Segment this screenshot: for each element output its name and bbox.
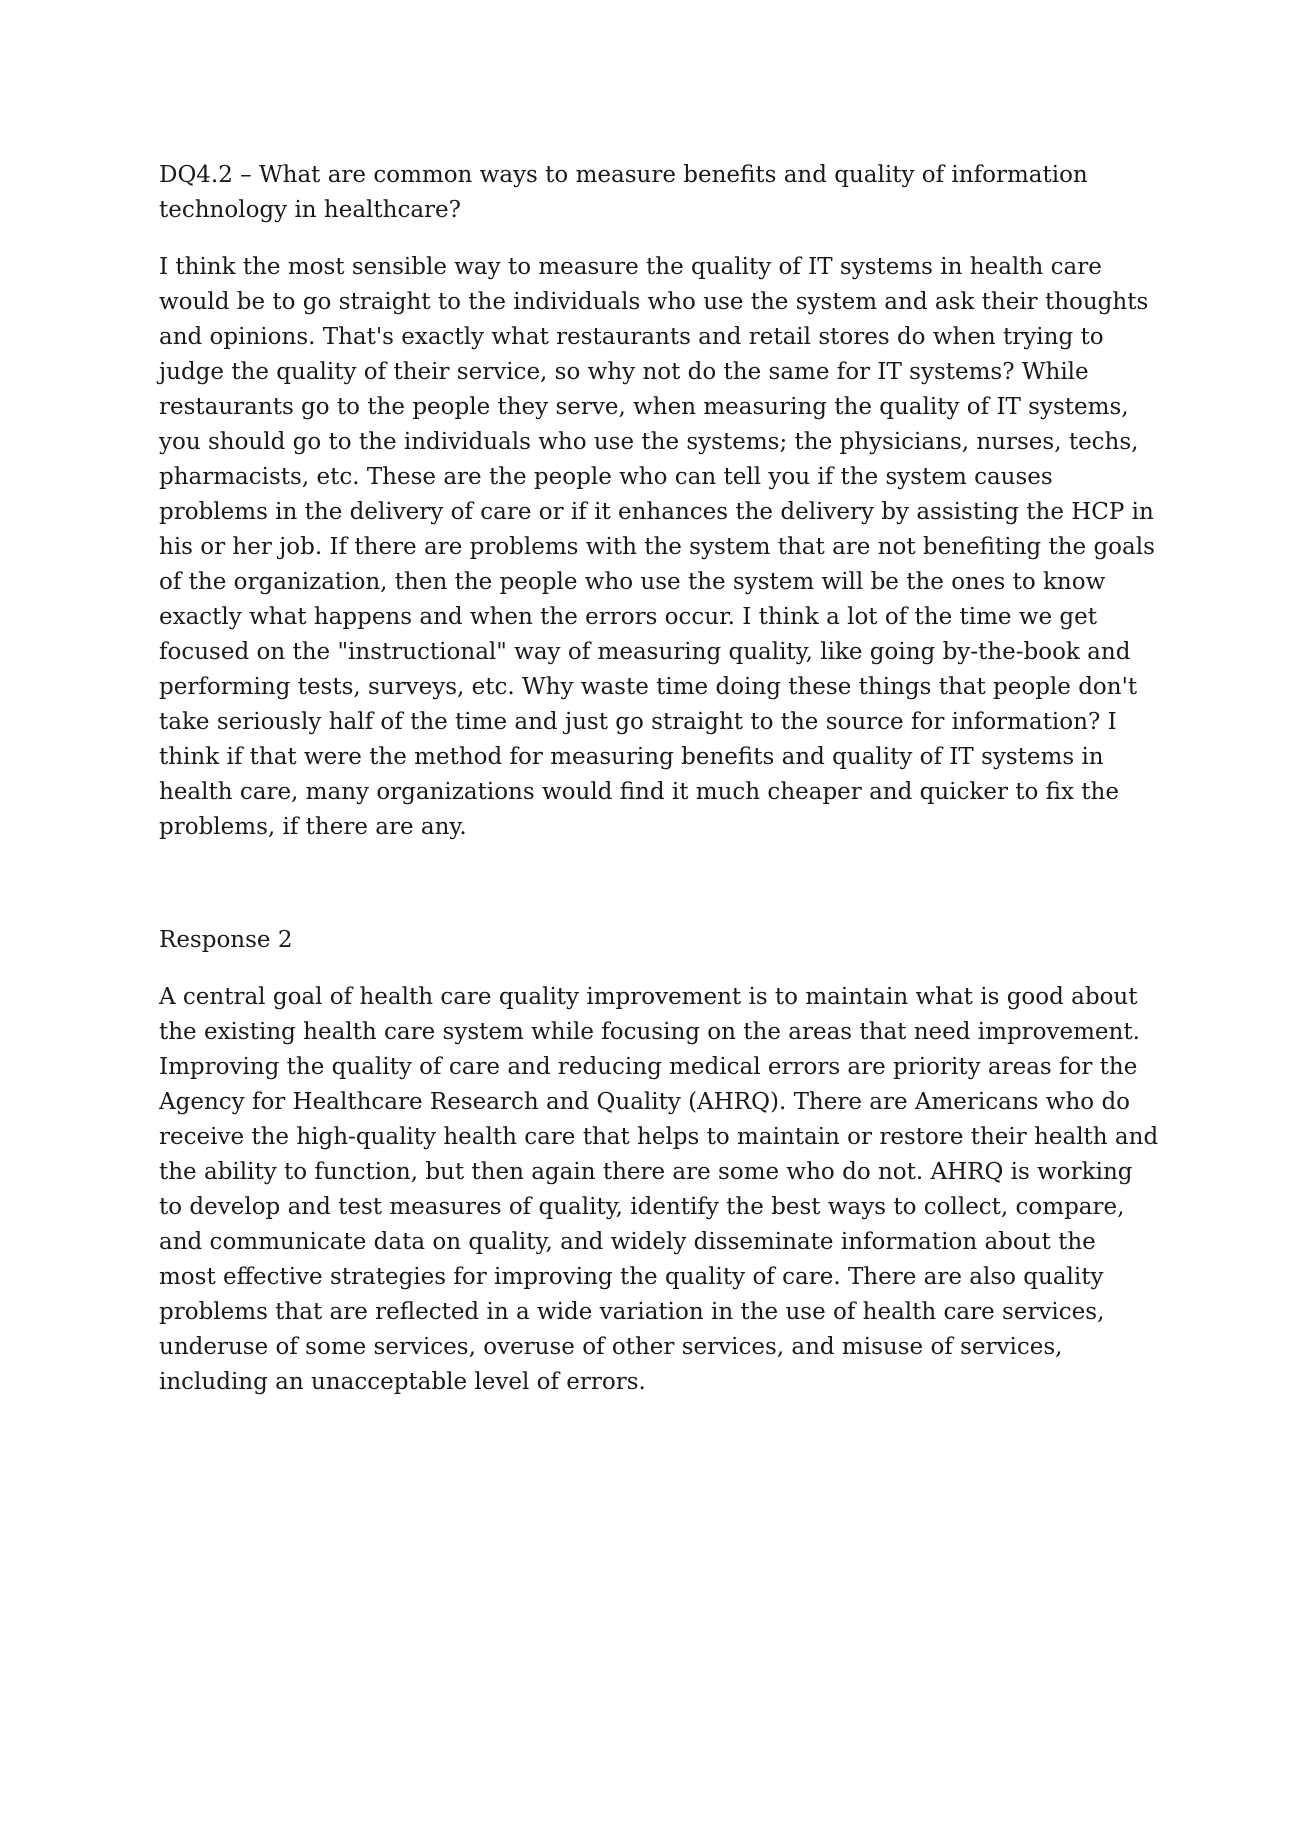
response-2-paragraph: A central goal of health care quality improvement is to maintain what is good about the existing health care system while focusing on the areas that need improvement. Improving the quality of care and reducing medical errors are priority areas for the Agency for Healthcare Research and Quality (AHRQ). There are Americans who do receive the high-quality health care that helps to maintain or restore their health and the ability to function, but then again there are some who do not. AHRQ is working to develop and test measures of quality, identify the best ways to collect, compare, and communicate data on quality, and widely disseminate information about the most effective strategies for improving the quality of care. There are also quality problems that are reflected in a wide variation in the use of health care services, underuse of some services, overuse of other services, and misuse of services, including an unacceptable level of errors. (159, 984, 1159, 1395)
response-2-heading: Response 2 (159, 927, 293, 953)
question-text: DQ4.2 – What are common ways to measure benefits and quality of information technology in healthcare? (159, 162, 1088, 223)
response-1-paragraph: I think the most sensible way to measure the quality of IT systems in health care would be to go straight to the individuals who use the system and ask their thoughts and opinions. That's exactly what restaurants and retail stores do when trying to judge the quality of their service, so why not do the same for IT systems? While restaurants go to the people they serve, when measuring the quality of IT systems, you should go to the individuals who use the systems; the physicians, nurses, techs, pharmacists, etc. These are the people who can tell you if the system causes problems in the delivery of care or if it enhances the delivery by assisting the HCP in his or her job. If there are problems with the system that are not benefiting the goals of the organization, then the people who use the system will be the ones to know exactly what happens and when the errors occur. I think a lot of the time we get focused on the "instructional" way of measuring quality, like going by-the-book and performing tests, surveys, etc. Why waste time doing these things that people don't take seriously half of the time and just go straight to the source for information? I think if that were the method for measuring benefits and quality of IT systems in health care, many organizations would find it much cheaper and quicker to fix the problems, if there are any. (159, 254, 1155, 840)
document-body (159, 158, 1159, 1400)
